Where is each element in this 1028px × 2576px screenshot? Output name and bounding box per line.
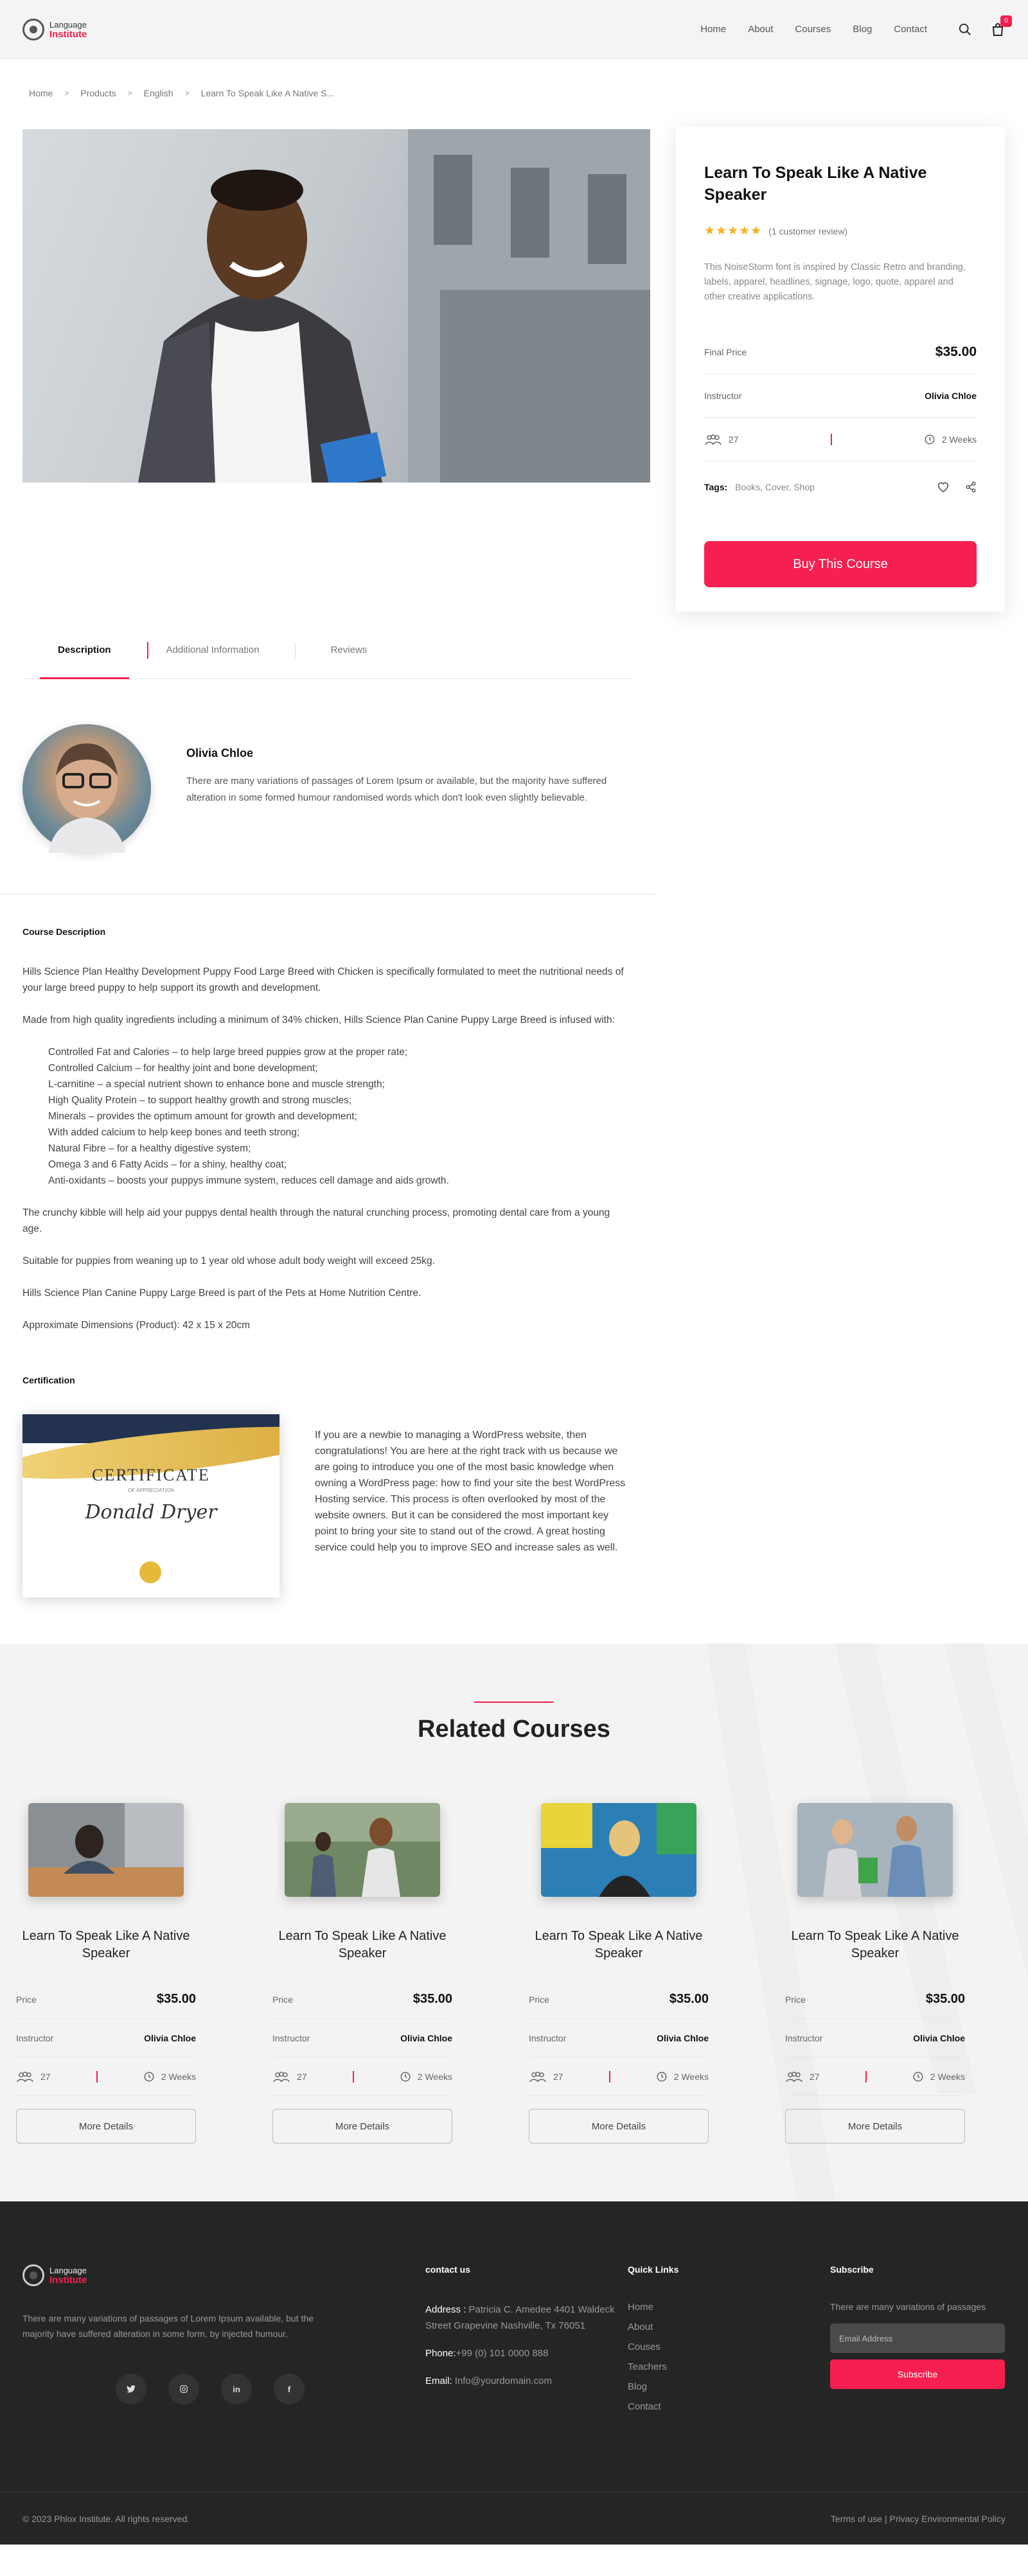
course-short-description: This NoiseStorm font is inspired by Classic Retro and branding, labels, apparel, headlines, signage, logo, quote, apparel and other creative applications.: [704, 262, 966, 302]
linkedin-icon[interactable]: in: [221, 2374, 252, 2404]
breadcrumb: [0, 59, 1028, 127]
clock-icon: [912, 2071, 924, 2083]
list-item: Controlled Fat and Calories – to help large breed puppies grow at the proper rate;: [48, 1047, 408, 1058]
student-photo: [22, 129, 650, 483]
review-count-link[interactable]: (1 customer review): [768, 226, 848, 236]
course-price: $35.00: [669, 1992, 709, 2006]
course-tabs: [22, 621, 633, 679]
tags-label: Tags:: [704, 482, 728, 492]
buy-course-button[interactable]: Buy This Course: [704, 541, 977, 587]
tab-divider: [147, 642, 148, 659]
certificate-title: CERTIFICATE: [92, 1466, 210, 1484]
instructor-label: Instructor: [272, 2032, 310, 2043]
course-card-title[interactable]: Learn To Speak Like A Native Speaker: [535, 1929, 703, 1960]
description-paragraph: Made from high quality ingredients including a minimum of 34% chicken, Hills Science Plan Canine Puppy Large Breed is infused with:: [22, 1015, 615, 1026]
list-item: Omega 3 and 6 Fatty Acids – for a shiny, healthy coat;: [48, 1159, 287, 1170]
cart-count-badge: 0: [1000, 15, 1012, 27]
price-label: Price: [16, 1994, 37, 2005]
students-icon: [529, 2071, 547, 2083]
email-label: Email:: [425, 2376, 452, 2386]
footer-contact-heading: contact us: [425, 2264, 471, 2275]
course-hero-image: [22, 129, 650, 483]
description-paragraph: Suitable for puppies from weaning up to 1 year old whose adult body weight will exceed 25kg.: [22, 1256, 435, 1266]
instructor-name[interactable]: Olivia Chloe: [913, 2032, 965, 2043]
legal-links[interactable]: Terms of use | Privacy Environmental Policy: [830, 2513, 1006, 2524]
footer-link-teachers[interactable]: Teachers: [628, 2361, 667, 2372]
course-duration: 2 Weeks: [941, 434, 977, 445]
footer-link-about[interactable]: About: [628, 2322, 653, 2332]
student-count: 27: [553, 2071, 563, 2082]
logo-icon: [22, 2264, 44, 2286]
footer-about: [22, 2264, 331, 2404]
instructor-name[interactable]: Olivia Chloe: [925, 390, 977, 401]
logo-text-bottom: Institute: [49, 2275, 87, 2286]
nav-blog[interactable]: Blog: [853, 24, 873, 35]
instructor-label: Instructor: [785, 2032, 823, 2043]
price-label: Price: [529, 1994, 549, 2005]
subscribe-heading: Subscribe: [830, 2264, 874, 2275]
list-item: High Quality Protein – to support healthy growth and strong muscles;: [48, 1095, 352, 1106]
course-card-image[interactable]: [541, 1803, 696, 1897]
course-card: [785, 1803, 965, 2144]
certificate-image: [22, 1414, 279, 1597]
instructor-name[interactable]: Olivia Chloe: [400, 2032, 452, 2043]
site-footer: [0, 2201, 1028, 2545]
certificate-name: Donald Dryer: [85, 1501, 217, 1523]
student-count: 27: [729, 434, 739, 445]
students-icon: [16, 2071, 34, 2083]
tab-additional-information[interactable]: Additional Information: [166, 644, 260, 655]
instructor-label: Instructor: [16, 2032, 54, 2043]
instructor-bio-section: [0, 679, 655, 894]
instructor-label: Instructor: [529, 2032, 567, 2043]
course-duration: 2 Weeks: [417, 2071, 452, 2082]
course-summary-card: [676, 127, 1005, 612]
students-icon: [785, 2071, 803, 2083]
clock-icon: [924, 434, 935, 445]
phone-number[interactable]: +99 (0) 101 0000 888: [456, 2348, 549, 2359]
footer-about-text: There are many variations of passages of Lorem Ipsum available, but the majority have suffered alteration in some form, by injected humour.: [22, 2313, 314, 2339]
course-price: $35.00: [935, 344, 977, 359]
share-icon[interactable]: [965, 481, 977, 493]
subscribe-button[interactable]: Subscribe: [830, 2359, 1005, 2389]
list-item: Natural Fibre – for a healthy digestive system;: [48, 1143, 251, 1154]
certification-heading: Certification: [22, 1375, 75, 1385]
student-count: 27: [810, 2071, 820, 2082]
ingredient-list: [22, 1044, 626, 1189]
heart-icon[interactable]: [937, 481, 950, 493]
instructor-avatar: [22, 724, 151, 853]
student-count: 27: [297, 2071, 307, 2082]
certification-section: [0, 1385, 1028, 1644]
phone-label: Phone:: [425, 2348, 456, 2359]
more-details-button[interactable]: More Details: [785, 2109, 965, 2144]
footer-logo[interactable]: [22, 2264, 331, 2286]
instructor-bio-text: There are many variations of passages of Lorem Ipsum or available, but the majority have suffered alteration in some formed humour randomised words which don't look even slightly believable.: [186, 776, 607, 803]
address-label: Address :: [425, 2304, 466, 2315]
course-description-heading: Course Description: [22, 927, 106, 937]
course-title: Learn To Speak Like A Native Speaker: [704, 164, 927, 204]
nav-contact[interactable]: Contact: [894, 24, 927, 35]
list-item: Controlled Calcium – for healthy joint and bone development;: [48, 1063, 318, 1074]
clock-icon: [143, 2071, 155, 2083]
clock-icon: [400, 2071, 411, 2083]
chevron-right-icon: >: [64, 88, 69, 98]
more-details-button[interactable]: More Details: [16, 2109, 196, 2144]
logo-text-bottom: Institute: [49, 28, 87, 40]
instructor-label: Instructor: [704, 390, 742, 401]
instructor-row: [704, 374, 977, 418]
footer-bottom-bar: [0, 2492, 1028, 2545]
breadcrumb-english[interactable]: English: [143, 87, 173, 98]
course-card-title[interactable]: Learn To Speak Like A Native Speaker: [791, 1929, 959, 1960]
course-card-image[interactable]: [285, 1803, 440, 1897]
nav-about[interactable]: About: [748, 24, 774, 35]
list-item: L-carnitine – a special nutrient shown to enhance bone and muscle strength;: [48, 1079, 385, 1090]
main-nav: [700, 17, 1008, 37]
subscribe-text: There are many variations of passages: [830, 2302, 986, 2312]
divider: [831, 434, 832, 445]
logo-text-top: Language: [49, 2266, 87, 2275]
quick-links-heading: Quick Links: [628, 2264, 679, 2275]
instagram-icon[interactable]: [168, 2374, 199, 2404]
clock-icon: [656, 2071, 668, 2083]
course-card-image[interactable]: [28, 1803, 184, 1897]
facebook-icon[interactable]: f: [274, 2374, 305, 2404]
breadcrumb-current: Learn To Speak Like A Native S...: [200, 87, 335, 98]
students-icon: [704, 434, 722, 445]
footer-subscribe: [830, 2264, 1005, 2389]
site-header: [0, 0, 1028, 59]
course-card-title[interactable]: Learn To Speak Like A Native Speaker: [278, 1929, 447, 1960]
price-label: Price: [272, 1994, 293, 2005]
course-duration: 2 Weeks: [673, 2071, 709, 2082]
cart-button[interactable]: [990, 17, 1008, 37]
price-label: Price: [785, 1994, 806, 2005]
list-item: Anti-oxidants – boosts your puppys immune system, reduces cell damage and aids growth.: [48, 1175, 449, 1186]
course-card: [529, 1803, 709, 2144]
instructor-bio-name: Olivia Chloe: [186, 747, 254, 759]
tags-row: [704, 461, 977, 513]
email-address[interactable]: Info@yourdomain.com: [454, 2376, 552, 2386]
nav-home[interactable]: Home: [700, 24, 727, 35]
rating: [704, 224, 977, 238]
description-paragraph: The crunchy kibble will help aid your puppys dental health through the natural crunching process, promoting dental care from a young age.: [22, 1207, 610, 1234]
chevron-right-icon: >: [184, 88, 190, 98]
tab-description[interactable]: Description: [40, 621, 129, 679]
course-top-section: [0, 127, 1028, 621]
price-label: Final Price: [704, 346, 747, 357]
more-details-button[interactable]: More Details: [529, 2109, 709, 2144]
description-paragraph: Hills Science Plan Healthy Development Puppy Food Large Breed with Chicken is specifically formulated to meet the nutritional needs of your large breed puppy to help support its growth and development.: [22, 966, 624, 993]
price-row: [704, 330, 977, 374]
footer-contact: [425, 2264, 618, 2401]
course-duration: 2 Weeks: [161, 2071, 196, 2082]
course-price: $35.00: [156, 1992, 196, 2006]
tab-reviews[interactable]: Reviews: [330, 644, 368, 655]
student-count: 27: [40, 2071, 51, 2082]
breadcrumb-home[interactable]: Home: [29, 87, 53, 98]
social-links: [116, 2374, 331, 2404]
related-courses-section: [0, 1644, 1028, 2201]
course-card: [16, 1803, 196, 2144]
list-item: With added calcium to help keep bones and teeth strong;: [48, 1127, 300, 1138]
footer-link-blog[interactable]: Blog: [628, 2381, 648, 2392]
course-price: $35.00: [412, 1992, 452, 2006]
address-text: Patricia C. Amedee 4401 Waldeck Street Grapevine Nashville, Tx 76051: [425, 2304, 615, 2331]
footer-link-home[interactable]: Home: [628, 2302, 654, 2313]
related-courses-heading: Related Courses: [418, 1716, 610, 1743]
subscribe-email-input[interactable]: [830, 2323, 1005, 2353]
related-course-cards: [16, 1803, 965, 2144]
description-paragraph: Approximate Dimensions (Product): 42 x 15 x 20cm: [22, 1320, 251, 1331]
students-icon: [272, 2071, 290, 2083]
course-description: [0, 894, 649, 1333]
search-icon[interactable]: [958, 22, 972, 37]
course-price: $35.00: [925, 1992, 965, 2006]
description-paragraph: Hills Science Plan Canine Puppy Large Breed is part of the Pets at Home Nutrition Centre.: [22, 1288, 421, 1299]
footer-quick-links: [628, 2264, 788, 2421]
footer-link-contact[interactable]: Contact: [628, 2401, 661, 2412]
logo-icon: [22, 19, 44, 40]
instructor-name[interactable]: Olivia Chloe: [144, 2032, 196, 2043]
instructor-name[interactable]: Olivia Chloe: [657, 2032, 709, 2043]
course-card-image[interactable]: [797, 1803, 953, 1897]
twitter-icon[interactable]: [116, 2374, 146, 2404]
course-duration: 2 Weeks: [930, 2071, 965, 2082]
breadcrumb-products[interactable]: Products: [80, 87, 116, 98]
course-card: [272, 1803, 452, 2144]
seal-icon: [139, 1561, 161, 1583]
course-card-title[interactable]: Learn To Speak Like A Native Speaker: [22, 1929, 190, 1960]
copyright-text: © 2023 Phlox Institute. All rights reserved.: [22, 2513, 190, 2524]
tags-list[interactable]: Books, Cover, Shop: [735, 482, 815, 492]
more-details-button[interactable]: More Details: [272, 2109, 452, 2144]
list-item: Minerals – provides the optimum amount for growth and development;: [48, 1111, 357, 1122]
meta-row: [704, 418, 977, 461]
certification-text: If you are a newbie to managing a WordPress website, then congratulations! You are here at the right track with us because we are going to introduce you one of the most basic knowledge when owning a WordPress page: how to find your site the best WordPress Hosting service. This process is often overlooked by most of the website owners. But it can be considered the most important key point to bring your site to stand out of the crowd. A great hosting service could help you to improve SEO and increase sales as well.: [315, 1430, 626, 1553]
logo-text-top: Language: [49, 19, 87, 30]
certificate-subtitle: OF APPRECIATION: [128, 1488, 174, 1493]
nav-courses[interactable]: Courses: [795, 24, 831, 35]
site-logo[interactable]: [22, 19, 87, 40]
instructor-photo: [22, 724, 151, 853]
chevron-right-icon: >: [127, 88, 132, 98]
heading-accent-line: [474, 1701, 554, 1703]
star-rating-icon: ★★★★★: [704, 224, 763, 238]
footer-link-courses[interactable]: Couses: [628, 2341, 660, 2352]
tab-divider: [295, 642, 296, 659]
